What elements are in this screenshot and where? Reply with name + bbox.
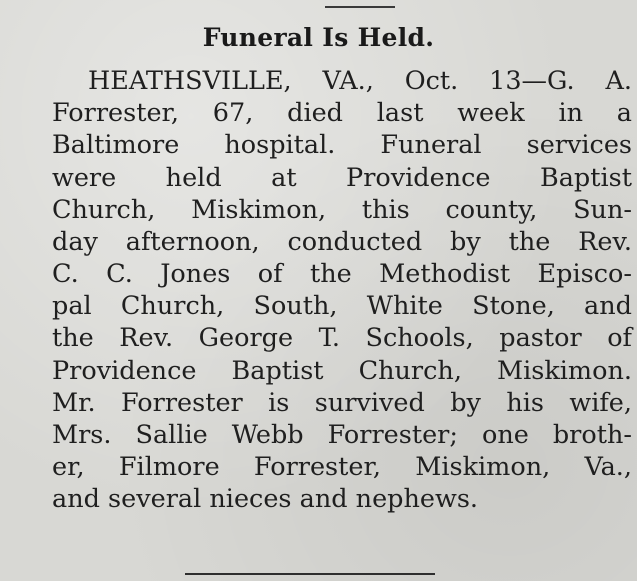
- bottom-divider-rule: [185, 573, 435, 575]
- article-line: and several nieces and nephews.: [52, 484, 479, 514]
- article-line: C. C. Jones of the Methodist Episco-: [52, 259, 632, 289]
- article-line: Mr. Forrester is survived by his wife,: [52, 388, 632, 418]
- article-line: were held at Providence Baptist: [52, 163, 632, 193]
- article-line: pal Church, South, White Stone, and: [52, 291, 632, 321]
- article-line: er, Filmore Forrester, Miskimon, Va.,: [52, 452, 632, 482]
- article-line: the Rev. George T. Schools, pastor of: [52, 323, 632, 353]
- article-line: Church, Miskimon, this county, Sun-: [52, 195, 632, 225]
- article-line: Forrester, 67, died last week in a: [52, 98, 632, 128]
- article-line: Mrs. Sallie Webb Forrester; one broth-: [52, 420, 632, 450]
- article-line: Providence Baptist Church, Miskimon.: [52, 356, 632, 386]
- article-line: HEATHSVILLE, VA., Oct. 13—G. A.: [88, 66, 632, 96]
- top-divider-rule: [325, 6, 395, 8]
- headline: Funeral Is Held.: [202, 23, 435, 52]
- article-line: Baltimore hospital. Funeral services: [52, 130, 632, 160]
- article-line: day afternoon, conducted by the Rev.: [52, 227, 632, 257]
